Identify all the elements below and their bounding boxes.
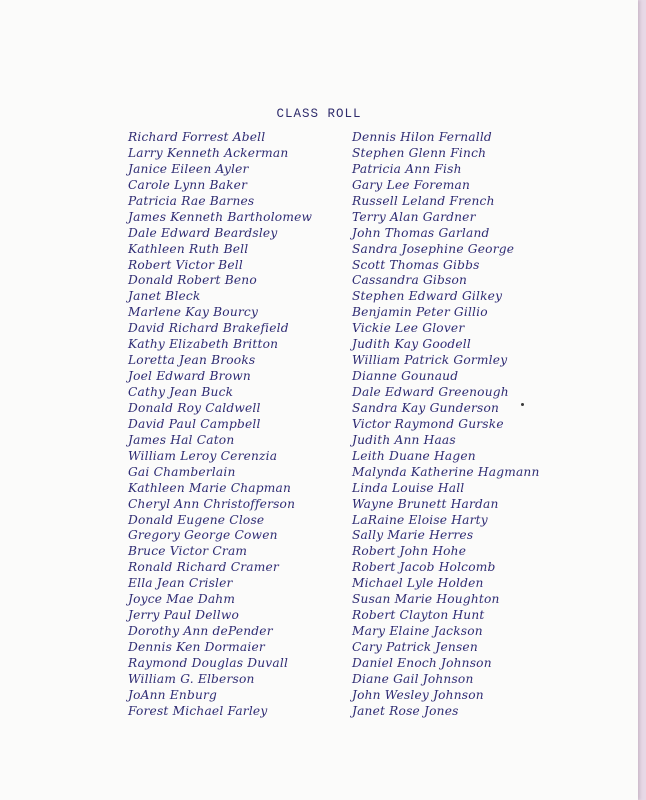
- student-name: Scott Thomas Gibbs: [352, 257, 480, 272]
- student-name: Donald Eugene Close: [128, 512, 265, 527]
- student-name: Donald Robert Beno: [128, 273, 257, 288]
- student-name: Jerry Paul Dellwo: [128, 608, 239, 623]
- student-name: Dale Edward Beardsley: [128, 225, 278, 240]
- ink-dot: [521, 403, 524, 406]
- student-name: Cassandra Gibson: [352, 273, 468, 288]
- student-name: Malynda Katherine Hagmann: [352, 464, 540, 479]
- student-name: Forest Michael Farley: [128, 703, 268, 718]
- student-name: Loretta Jean Brooks: [128, 353, 256, 368]
- student-name: LaRaine Eloise Harty: [352, 512, 488, 527]
- student-name: Linda Louise Hall: [352, 480, 465, 495]
- student-name: Richard Forrest Abell: [128, 130, 266, 144]
- student-name: James Hal Caton: [128, 432, 235, 447]
- student-name: John Wesley Johnson: [352, 687, 484, 702]
- student-name: Robert Jacob Holcomb: [352, 560, 496, 575]
- student-name: Cheryl Ann Christofferson: [128, 496, 296, 511]
- student-name: Gregory George Cowen: [128, 528, 278, 543]
- student-name: Robert John Hohe: [352, 544, 467, 559]
- names-column-right: [352, 130, 540, 720]
- student-name: Vickie Lee Glover: [352, 321, 465, 336]
- student-name: Dennis Hilon Fernalld: [352, 130, 492, 144]
- student-name: Kathleen Marie Chapman: [128, 480, 292, 495]
- student-name: Sandra Josephine George: [352, 241, 515, 256]
- student-name: Sally Marie Herres: [352, 528, 474, 543]
- names-column-left: [128, 130, 312, 720]
- student-name: James Kenneth Bartholomew: [128, 209, 313, 224]
- student-name: Carole Lynn Baker: [128, 177, 248, 192]
- student-name: Dennis Ken Dormaier: [128, 640, 265, 654]
- student-name: Kathleen Ruth Bell: [128, 241, 249, 256]
- student-name: Mary Elaine Jackson: [352, 624, 483, 639]
- student-name: Patricia Rae Barnes: [128, 193, 255, 208]
- student-name: Russell Leland French: [352, 193, 495, 208]
- student-name: Gary Lee Foreman: [352, 177, 471, 192]
- student-name: William G. Elberson: [128, 671, 255, 686]
- student-name: Gai Chamberlain: [128, 464, 236, 479]
- student-name: Ronald Richard Cramer: [128, 560, 279, 575]
- student-name: Robert Clayton Hunt: [352, 608, 485, 623]
- student-name: Diane Gail Johnson: [352, 671, 474, 686]
- student-name: Judith Kay Goodell: [352, 337, 472, 352]
- student-name: Daniel Enoch Johnson: [352, 655, 492, 670]
- student-name: Larry Kenneth Ackerman: [128, 145, 289, 160]
- student-name: William Leroy Cerenzia: [128, 448, 278, 463]
- student-name: Dianne Gounaud: [352, 369, 459, 384]
- student-name: Benjamin Peter Gillio: [352, 305, 488, 320]
- student-name: Victor Raymond Gurske: [352, 416, 504, 431]
- page-title: CLASS ROLL: [276, 107, 362, 121]
- student-name: David Paul Campbell: [128, 416, 261, 431]
- student-name: Stephen Glenn Finch: [352, 145, 487, 160]
- student-name: John Thomas Garland: [352, 225, 490, 240]
- student-name: Kathy Elizabeth Britton: [128, 337, 279, 352]
- student-name: Joyce Mae Dahm: [128, 592, 236, 607]
- student-name: Dale Edward Greenough: [352, 385, 509, 399]
- student-name: Leith Duane Hagen: [352, 448, 476, 463]
- student-name: Wayne Brunett Hardan: [352, 496, 499, 511]
- student-name: Raymond Douglas Duvall: [128, 655, 289, 670]
- student-name: Terry Alan Gardner: [352, 209, 476, 224]
- student-name: Michael Lyle Holden: [352, 576, 484, 591]
- student-name: Ella Jean Crisler: [128, 576, 233, 591]
- student-name: Patricia Ann Fish: [352, 161, 462, 176]
- student-name: Joel Edward Brown: [128, 369, 251, 384]
- student-name: Cathy Jean Buck: [128, 385, 234, 399]
- student-name: David Richard Brakefield: [128, 321, 289, 336]
- student-name: Robert Victor Bell: [128, 257, 243, 272]
- student-name: Janet Rose Jones: [352, 703, 459, 718]
- student-name: Janice Eileen Ayler: [128, 161, 249, 176]
- student-name: Donald Roy Caldwell: [128, 400, 261, 415]
- student-name: Judith Ann Haas: [352, 432, 456, 447]
- student-name: Bruce Victor Cram: [128, 544, 248, 559]
- student-name: William Patrick Gormley: [352, 353, 508, 368]
- student-name: Stephen Edward Gilkey: [352, 289, 503, 304]
- student-name: Sandra Kay Gunderson: [352, 400, 500, 415]
- student-name: Cary Patrick Jensen: [352, 640, 478, 654]
- student-name: Marlene Kay Bourcy: [128, 305, 259, 320]
- student-name: Susan Marie Houghton: [352, 592, 500, 607]
- student-name: Dorothy Ann dePender: [128, 624, 273, 639]
- student-name: Janet Bleck: [128, 289, 201, 304]
- student-name: JoAnn Enburg: [128, 687, 218, 702]
